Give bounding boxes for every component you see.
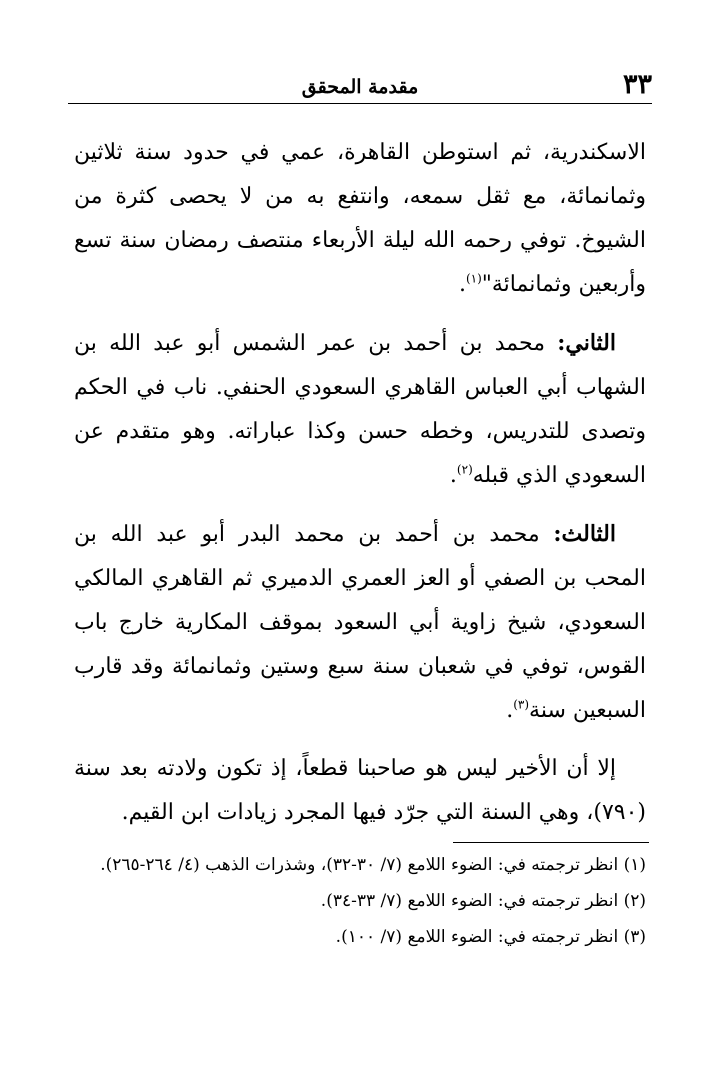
paragraph-conclusion xyxy=(74,747,646,835)
paragraph-second xyxy=(74,321,646,498)
footnote-2: (٢) انظر ترجمته في: الضوء اللامع (٧/ ٣٣-٣٤). xyxy=(320,891,646,911)
page-header xyxy=(68,70,652,104)
paragraph-text: محمد بن أحمد بن محمد البدر أبو عبد الله بن المحب بن الصفي أو العز العمري الدميري ثم القاهري المالكي السعودي، شيخ زاوية أبي السعود بموقف المكارية خارج باب القوس، توفي في شعبان سنة سبع وستين وثمانمائة وقد قارب السبعين سنة xyxy=(74,522,646,723)
footnote-1: (١) انظر ترجمته في: الضوء اللامع (٧/ ٣٠-٣٢)، وشذرات الذهب (٤/ ٢٦٤-٢٦٥). xyxy=(100,855,646,875)
paragraph-text: إلا أن الأخير ليس هو صاحبنا قطعاً، إذ تكون ولادته بعد سنة (٧٩٠)، وهي السنة التي جرّد فيها المجرد زيادات ابن القيم. xyxy=(74,756,646,825)
footnote-divider xyxy=(453,842,649,843)
footnote-ref-1: (١) xyxy=(465,271,482,286)
header-divider xyxy=(68,103,652,104)
paragraph-text: الاسكندرية، ثم استوطن القاهرة، عمي في حدود سنة ثلاثين وثمانمائة، مع ثقل سمعه، وانتفع به من لا يحصى كثرة من الشيوخ. توفي رحمه الله ليلة الأربعاء منتصف رمضان سنة تسع وأربعين وثمانمائة" xyxy=(74,140,646,297)
paragraph-continuation xyxy=(74,131,646,307)
running-title: مقدمة المحقق xyxy=(301,76,419,98)
paragraph-tail: . xyxy=(449,463,457,488)
page-number: ٣٣ xyxy=(622,69,652,100)
paragraph-lead: الثاني: xyxy=(557,330,616,356)
paragraph-tail: . xyxy=(506,698,514,723)
footnote-ref-3: (٣) xyxy=(513,697,530,712)
footnote-3: (٣) انظر ترجمته في: الضوء اللامع (٧/ ١٠٠). xyxy=(335,927,646,947)
paragraph-tail: . xyxy=(458,272,466,297)
footnotes xyxy=(74,850,646,958)
footnote-ref-2: (٢) xyxy=(456,462,473,477)
main-text xyxy=(74,131,646,849)
paragraph-third xyxy=(74,512,646,733)
paragraph-lead: الثالث: xyxy=(553,521,616,547)
paragraph-text: محمد بن أحمد بن عمر الشمس أبو عبد الله بن الشهاب أبي العباس القاهري السعودي الحنفي. ناب في الحكم وتصدى للتدريس، وخطه حسن وكذا عباراته. وهو متقدم عن السعودي الذي قبله xyxy=(74,331,646,488)
